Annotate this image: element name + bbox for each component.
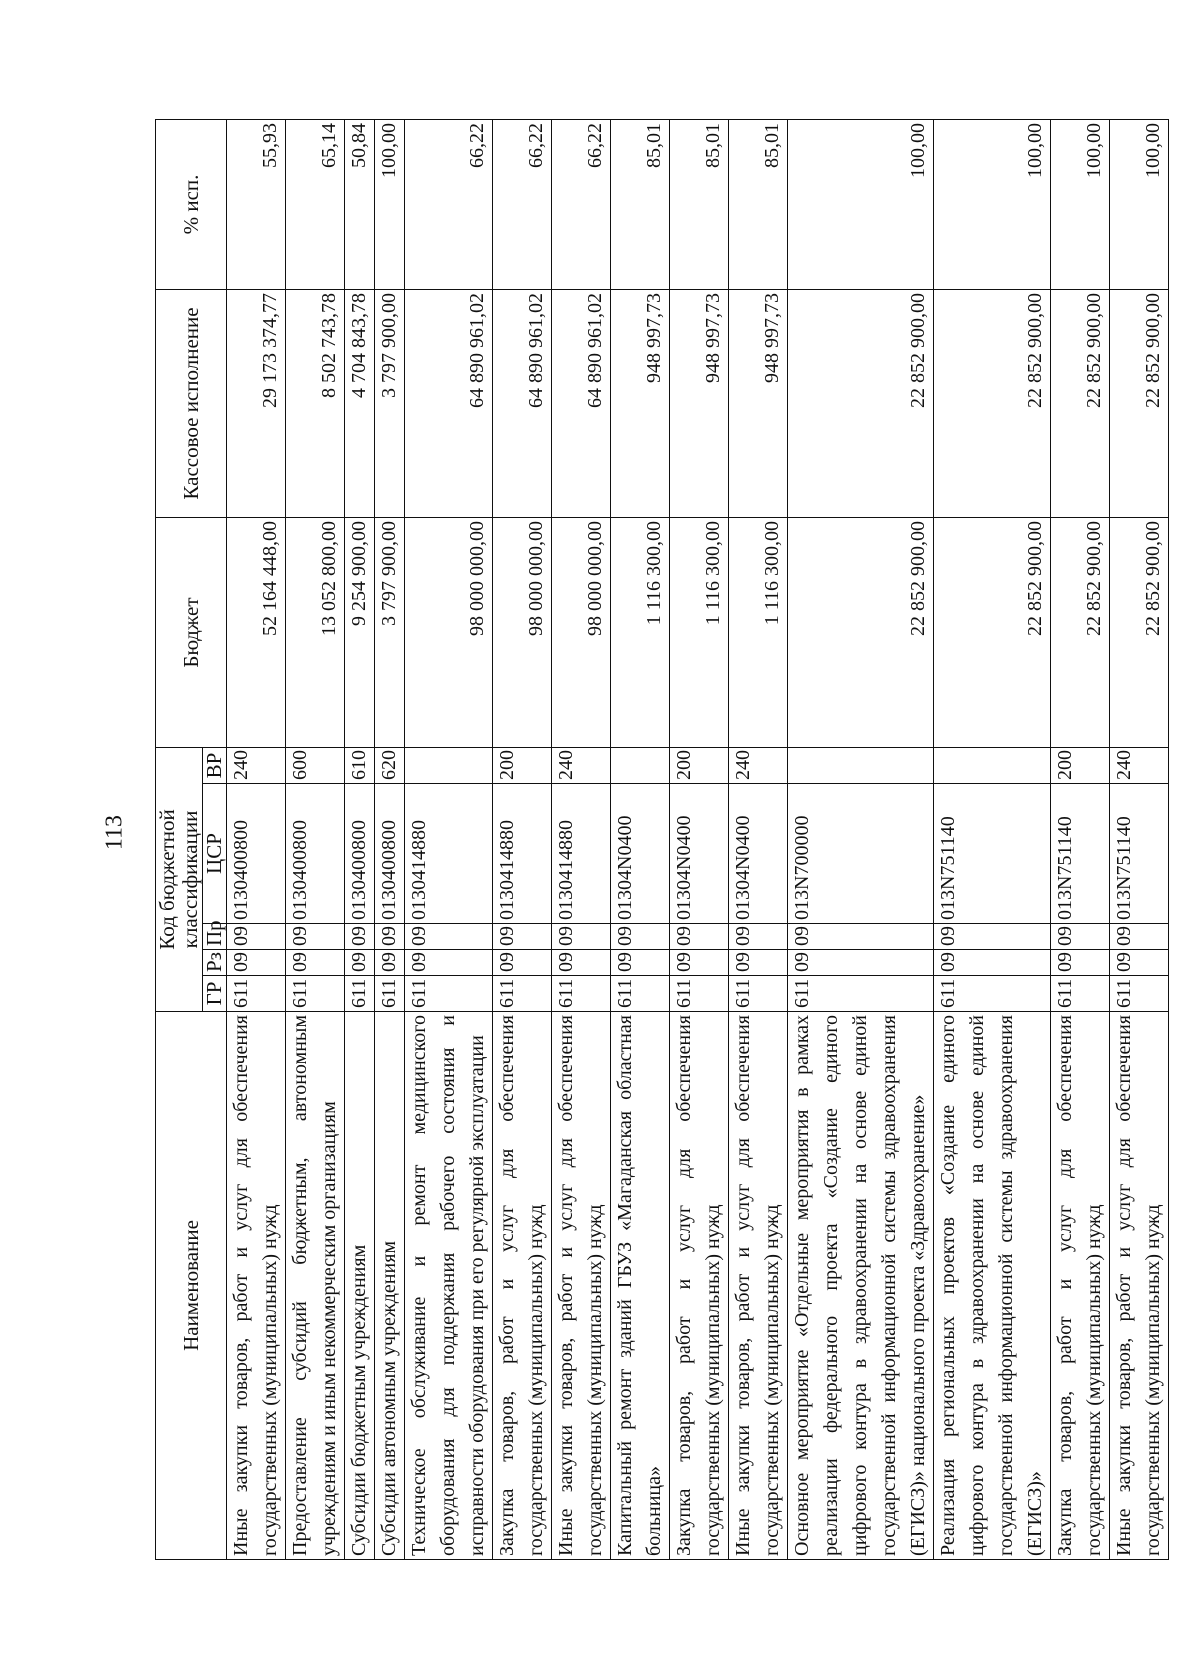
page-number: 113 bbox=[101, 814, 128, 851]
table-row bbox=[493, 120, 552, 1560]
cell-csr: 013N700000 bbox=[788, 784, 934, 924]
cell-vr bbox=[611, 748, 670, 784]
header-pr: Пр bbox=[203, 924, 227, 950]
cell-pr: 09 bbox=[493, 924, 552, 950]
budget-table bbox=[155, 119, 1169, 1560]
cell-gr: 611 bbox=[788, 976, 934, 1012]
header-percent: % исп. bbox=[156, 120, 227, 290]
table-row bbox=[1051, 120, 1110, 1560]
cell-execution: 948 997,73 bbox=[729, 290, 788, 518]
cell-percent: 100,00 bbox=[1051, 120, 1110, 290]
table-row bbox=[552, 120, 611, 1560]
cell-rz: 09 bbox=[552, 950, 611, 976]
cell-budget: 98 000 000,00 bbox=[405, 518, 493, 748]
cell-vr: 200 bbox=[493, 748, 552, 784]
cell-csr: 0130414880 bbox=[493, 784, 552, 924]
table-row bbox=[405, 120, 493, 1560]
cell-vr: 240 bbox=[1110, 748, 1169, 784]
cell-pr: 09 bbox=[227, 924, 286, 950]
cell-execution: 3 797 900,00 bbox=[375, 290, 405, 518]
header-code-group: Код бюджетной классификации bbox=[156, 748, 203, 1012]
cell-budget: 22 852 900,00 bbox=[1110, 518, 1169, 748]
cell-pr: 09 bbox=[934, 924, 1051, 950]
cell-csr: 0130414880 bbox=[405, 784, 493, 924]
cell-execution: 64 890 961,02 bbox=[493, 290, 552, 518]
cell-execution: 22 852 900,00 bbox=[788, 290, 934, 518]
cell-budget: 1 116 300,00 bbox=[729, 518, 788, 748]
cell-name: Закупка товаров, работ и услуг для обеспечения государственных (муниципальных) нужд bbox=[1051, 1012, 1110, 1560]
cell-name: Иные закупки товаров, работ и услуг для обеспечения государственных (муниципальных) нужд bbox=[227, 1012, 286, 1560]
cell-pr: 09 bbox=[405, 924, 493, 950]
header-name: Наименование bbox=[156, 1012, 227, 1560]
cell-percent: 85,01 bbox=[729, 120, 788, 290]
cell-csr: 0130414880 bbox=[552, 784, 611, 924]
cell-csr: 0130400800 bbox=[286, 784, 345, 924]
cell-percent: 100,00 bbox=[788, 120, 934, 290]
cell-percent: 85,01 bbox=[611, 120, 670, 290]
cell-gr: 611 bbox=[405, 976, 493, 1012]
cell-budget: 98 000 000,00 bbox=[552, 518, 611, 748]
cell-gr: 611 bbox=[1110, 976, 1169, 1012]
cell-vr: 620 bbox=[375, 748, 405, 784]
cell-budget: 52 164 448,00 bbox=[227, 518, 286, 748]
cell-name: Иные закупки товаров, работ и услуг для обеспечения государственных (муниципальных) нужд bbox=[552, 1012, 611, 1560]
cell-percent: 66,22 bbox=[405, 120, 493, 290]
cell-vr: 200 bbox=[1051, 748, 1110, 784]
table-row bbox=[286, 120, 345, 1560]
cell-gr: 611 bbox=[670, 976, 729, 1012]
cell-execution: 64 890 961,02 bbox=[405, 290, 493, 518]
table-row bbox=[227, 120, 286, 1560]
cell-gr: 611 bbox=[729, 976, 788, 1012]
table-row bbox=[670, 120, 729, 1560]
cell-percent: 55,93 bbox=[227, 120, 286, 290]
cell-percent: 65,14 bbox=[286, 120, 345, 290]
cell-pr: 09 bbox=[345, 924, 375, 950]
cell-csr: 0130400800 bbox=[227, 784, 286, 924]
cell-gr: 611 bbox=[552, 976, 611, 1012]
cell-pr: 09 bbox=[552, 924, 611, 950]
header-rz: Рз bbox=[203, 950, 227, 976]
cell-name: Субсидии автономным учреждениям bbox=[375, 1012, 405, 1560]
header-gr: ГР bbox=[203, 976, 227, 1012]
cell-gr: 611 bbox=[286, 976, 345, 1012]
cell-pr: 09 bbox=[788, 924, 934, 950]
table-row bbox=[1110, 120, 1169, 1560]
cell-percent: 66,22 bbox=[493, 120, 552, 290]
header-budget: Бюджет bbox=[156, 518, 227, 748]
cell-rz: 09 bbox=[611, 950, 670, 976]
table-header bbox=[156, 120, 227, 1560]
cell-pr: 09 bbox=[670, 924, 729, 950]
cell-pr: 09 bbox=[286, 924, 345, 950]
cell-name: Закупка товаров, работ и услуг для обеспечения государственных (муниципальных) нужд bbox=[493, 1012, 552, 1560]
cell-name: Иные закупки товаров, работ и услуг для обеспечения государственных (муниципальных) нужд bbox=[1110, 1012, 1169, 1560]
cell-execution: 4 704 843,78 bbox=[345, 290, 375, 518]
cell-execution: 948 997,73 bbox=[670, 290, 729, 518]
cell-execution: 29 173 374,77 bbox=[227, 290, 286, 518]
cell-budget: 1 116 300,00 bbox=[670, 518, 729, 748]
cell-gr: 611 bbox=[611, 976, 670, 1012]
table-row bbox=[729, 120, 788, 1560]
cell-execution: 22 852 900,00 bbox=[1110, 290, 1169, 518]
header-execution: Кассовое исполнение bbox=[156, 290, 227, 518]
cell-rz: 09 bbox=[227, 950, 286, 976]
cell-gr: 611 bbox=[227, 976, 286, 1012]
cell-rz: 09 bbox=[345, 950, 375, 976]
cell-gr: 611 bbox=[345, 976, 375, 1012]
cell-execution: 64 890 961,02 bbox=[552, 290, 611, 518]
cell-vr: 600 bbox=[286, 748, 345, 784]
cell-csr: 013N751140 bbox=[934, 784, 1051, 924]
cell-percent: 100,00 bbox=[1110, 120, 1169, 290]
rotated-table-container bbox=[155, 120, 1164, 1560]
cell-execution: 22 852 900,00 bbox=[1051, 290, 1110, 518]
cell-percent: 85,01 bbox=[670, 120, 729, 290]
cell-csr: 0130400800 bbox=[375, 784, 405, 924]
cell-rz: 09 bbox=[375, 950, 405, 976]
cell-vr: 240 bbox=[729, 748, 788, 784]
cell-rz: 09 bbox=[405, 950, 493, 976]
cell-name: Реализация региональных проектов «Создание единого цифрового контура в здравоохранении на основе единой государственной информационной системы здравоохранения (ЕГИСЗ)» bbox=[934, 1012, 1051, 1560]
table-row bbox=[934, 120, 1051, 1560]
cell-pr: 09 bbox=[1110, 924, 1169, 950]
table-row bbox=[375, 120, 405, 1560]
cell-name: Техническое обслуживание и ремонт медицинского оборудования для поддержания рабочего состояния и исправности оборудования при его регулярной эксплуатации bbox=[405, 1012, 493, 1560]
table-row bbox=[345, 120, 375, 1560]
cell-vr bbox=[934, 748, 1051, 784]
cell-gr: 611 bbox=[1051, 976, 1110, 1012]
table-row bbox=[788, 120, 934, 1560]
cell-percent: 50,84 bbox=[345, 120, 375, 290]
cell-budget: 22 852 900,00 bbox=[934, 518, 1051, 748]
cell-rz: 09 bbox=[286, 950, 345, 976]
cell-name: Основное мероприятие «Отдельные мероприятия в рамках реализации федерального проекта «Создание единого цифрового контура в здравоохранении на основе единой государственной информационной системы здравоохранения (ЕГИСЗ)» национального проекта «Здравоохранение» bbox=[788, 1012, 934, 1560]
cell-execution: 8 502 743,78 bbox=[286, 290, 345, 518]
cell-execution: 22 852 900,00 bbox=[934, 290, 1051, 518]
cell-vr: 200 bbox=[670, 748, 729, 784]
cell-rz: 09 bbox=[1051, 950, 1110, 976]
cell-vr: 240 bbox=[552, 748, 611, 784]
cell-budget: 1 116 300,00 bbox=[611, 518, 670, 748]
cell-name: Субсидии бюджетным учреждениям bbox=[345, 1012, 375, 1560]
cell-csr: 01304N0400 bbox=[729, 784, 788, 924]
cell-csr: 013N751140 bbox=[1110, 784, 1169, 924]
cell-name: Капитальный ремонт зданий ГБУЗ «Магаданская областная больница» bbox=[611, 1012, 670, 1560]
cell-gr: 611 bbox=[493, 976, 552, 1012]
cell-csr: 01304N0400 bbox=[611, 784, 670, 924]
cell-gr: 611 bbox=[375, 976, 405, 1012]
cell-percent: 100,00 bbox=[375, 120, 405, 290]
cell-pr: 09 bbox=[375, 924, 405, 950]
cell-budget: 3 797 900,00 bbox=[375, 518, 405, 748]
cell-vr: 240 bbox=[227, 748, 286, 784]
cell-rz: 09 bbox=[934, 950, 1051, 976]
cell-pr: 09 bbox=[1051, 924, 1110, 950]
cell-vr: 610 bbox=[345, 748, 375, 784]
table-body bbox=[227, 120, 1169, 1560]
cell-pr: 09 bbox=[729, 924, 788, 950]
cell-rz: 09 bbox=[788, 950, 934, 976]
cell-budget: 22 852 900,00 bbox=[1051, 518, 1110, 748]
cell-rz: 09 bbox=[729, 950, 788, 976]
header-vr: ВР bbox=[203, 748, 227, 784]
cell-csr: 013N751140 bbox=[1051, 784, 1110, 924]
cell-percent: 66,22 bbox=[552, 120, 611, 290]
cell-vr bbox=[405, 748, 493, 784]
cell-csr: 01304N0400 bbox=[670, 784, 729, 924]
header-csr: ЦСР bbox=[203, 784, 227, 924]
cell-pr: 09 bbox=[611, 924, 670, 950]
cell-budget: 22 852 900,00 bbox=[788, 518, 934, 748]
cell-budget: 13 052 800,00 bbox=[286, 518, 345, 748]
cell-rz: 09 bbox=[670, 950, 729, 976]
cell-rz: 09 bbox=[493, 950, 552, 976]
cell-name: Предоставление субсидий бюджетным, автономным учреждениям и иным некоммерческим организациям bbox=[286, 1012, 345, 1560]
cell-csr: 0130400800 bbox=[345, 784, 375, 924]
cell-gr: 611 bbox=[934, 976, 1051, 1012]
cell-budget: 9 254 900,00 bbox=[345, 518, 375, 748]
cell-name: Иные закупки товаров, работ и услуг для обеспечения государственных (муниципальных) нужд bbox=[729, 1012, 788, 1560]
table-row bbox=[611, 120, 670, 1560]
cell-name: Закупка товаров, работ и услуг для обеспечения государственных (муниципальных) нужд bbox=[670, 1012, 729, 1560]
cell-rz: 09 bbox=[1110, 950, 1169, 976]
cell-budget: 98 000 000,00 bbox=[493, 518, 552, 748]
cell-vr bbox=[788, 748, 934, 784]
cell-execution: 948 997,73 bbox=[611, 290, 670, 518]
cell-percent: 100,00 bbox=[934, 120, 1051, 290]
